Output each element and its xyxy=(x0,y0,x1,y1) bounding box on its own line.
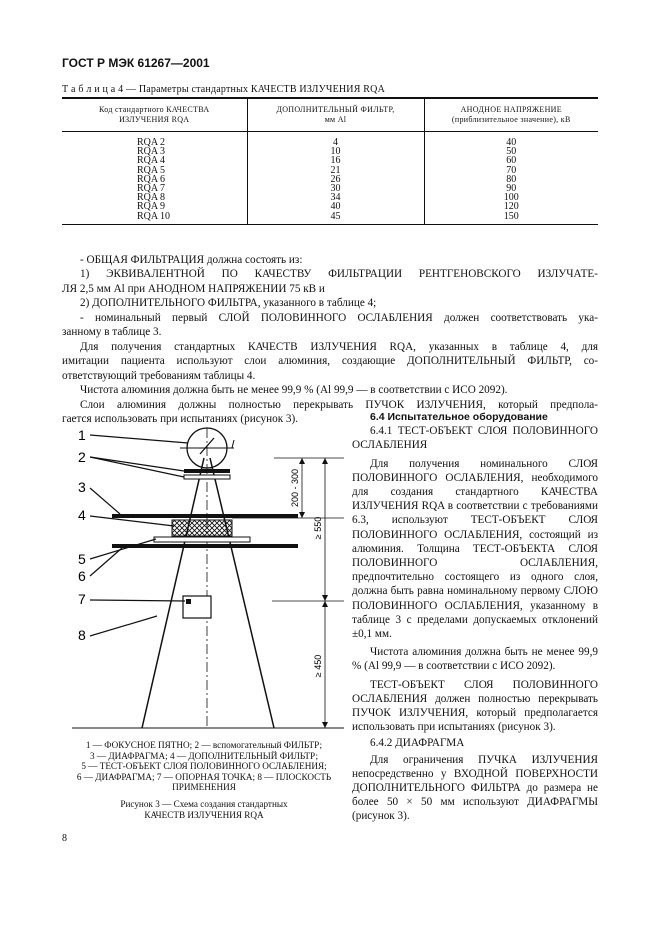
label-5: 5 xyxy=(78,551,86,567)
paragraph-diaphragm: Для ограничения ПУЧКА ИЗЛУЧЕНИЯ непосредственно у ВХОДНОЙ ПОВЕРХНОСТИ ДОПОЛНИТЕЛЬНОГО ФИЛЬТРА до размера не более 50 × 50 мм используют ДИАФРАГМЫ (рисунок 3). xyxy=(352,753,598,823)
cell-code: RQA 5 xyxy=(137,164,166,176)
col-header-voltage: АНОДНОЕ НАПРЯЖЕНИЕ (приблизительное значение), кВ xyxy=(424,98,598,132)
right-column xyxy=(352,410,598,824)
cell-code: RQA 6 xyxy=(137,173,166,185)
text-line: ответствующий требованиям таблицы 4. xyxy=(62,369,256,382)
aux-filter-bar-2 xyxy=(184,475,230,479)
figure-3-diagram xyxy=(62,418,347,730)
text-line: 1) ЭКВИВАЛЕНТНОЙ ПО КАЧЕСТВУ ФИЛЬТРАЦИИ РЕНТГЕНОВСКОГО ИЗЛУЧАТЕ- xyxy=(80,268,598,281)
text-line: - номинальный первый СЛОЙ ПОЛОВИННОГО ОСЛАБЛЕНИЯ должен соответствовать ука- xyxy=(80,311,598,324)
legend-line: 3 — ДИАФРАГМА; 4 — ДОПОЛНИТЕЛЬНЫЙ ФИЛЬТР; xyxy=(89,750,319,761)
cell-filter: 10 xyxy=(247,147,424,156)
text-line: Слои алюминия должны полностью перекрывать ПУЧОК ИЗЛУЧЕНИЯ, который предпола- xyxy=(80,398,598,411)
label-6: 6 xyxy=(78,568,86,584)
page-number: 8 xyxy=(62,833,67,844)
cell-voltage: 100 xyxy=(424,193,598,202)
cell-code: RQA 4 xyxy=(137,155,166,167)
legend-line: ПРИМЕНЕНИЯ xyxy=(172,782,236,792)
label-7: 7 xyxy=(78,591,86,607)
cell-filter: 45 xyxy=(247,212,424,225)
table-row xyxy=(62,132,598,148)
cell-code: RQA 3 xyxy=(137,146,166,158)
caption-line: Рисунок 3 — Схема создания стандартных xyxy=(120,799,288,809)
cell-filter: 30 xyxy=(247,184,424,193)
section-heading-6-4-1: 6.4.1 ТЕСТ-ОБЪЕКТ СЛОЯ ПОЛОВИННОГО ОСЛАБЛЕНИЯ xyxy=(352,425,598,452)
text-line: ЛЯ 2,5 мм Al при АНОДНОМ НАПРЯЖЕНИИ 75 кВ и xyxy=(62,282,325,295)
cell-voltage: 150 xyxy=(424,212,598,225)
caption-line: КАЧЕСТВ ИЗЛУЧЕНИЯ RQA xyxy=(144,809,264,820)
paragraph-hvl-object: Для получения номинального СЛОЯ ПОЛОВИННОГО ОСЛАБЛЕНИЯ, необходимого для создания стандартного КАЧЕСТВА ИЗЛУЧЕНИЯ RQA в соответствии с требованиями 6.3, используют ТЕСТ-ОБЪЕКТ СЛОЯ ПОЛОВИННОГО ОСЛАБЛЕНИЯ, состоящий из алюминия. Толщина ТЕСТ-ОБЪЕКТА СЛОЯ ПОЛОВИННОГО ОСЛАБЛЕНИЯ, предпочтительно состоящего из одного слоя, должна быть равна номинальному первому СЛОЮ ПОЛОВИННОГО ОСЛАБЛЕНИЯ, указанному в таблице 3 с пределами допускаемых отклонений ±0,1 мм. xyxy=(352,457,598,641)
label-4: 4 xyxy=(78,507,86,523)
cell-code: RQA 10 xyxy=(137,210,171,222)
legend-line: 6 — ДИАФРАГМА; 7 — ОПОРНАЯ ТОЧКА; 8 — ПЛОСКОСТЬ xyxy=(76,771,332,782)
figure-legend xyxy=(62,740,346,793)
cell-voltage: 90 xyxy=(424,184,598,193)
focal-tick xyxy=(232,440,234,448)
cell-voltage: 80 xyxy=(424,175,598,184)
label-8: 8 xyxy=(78,627,86,643)
text-line: Для получения стандартных КАЧЕСТВ ИЗЛУЧЕНИЯ RQA, указанных в таблице 4, для xyxy=(80,341,598,353)
legend-line: 5 — ТЕСТ-ОБЪЕКТ СЛОЯ ПОЛОВИННОГО ОСЛАБЛЕНИЯ; xyxy=(81,761,327,771)
cell-voltage: 50 xyxy=(424,147,598,156)
cell-filter: 16 xyxy=(247,156,424,165)
beam-edge-left xyxy=(142,458,204,728)
additional-filter-4 xyxy=(172,520,232,536)
paragraph-purity: Чистота алюминия должна быть не менее 99,9 % (Al 99,9 — в соответствии с ИСО 2092). xyxy=(352,646,598,673)
cell-voltage: 120 xyxy=(424,202,598,211)
text-line: 2) ДОПОЛНИТЕЛЬНОГО ФИЛЬТРА, указанного в таблице 4; xyxy=(80,297,377,310)
col-header-code: Код стандартного КАЧЕСТВА ИЗЛУЧЕНИЯ RQA xyxy=(62,98,247,132)
cell-voltage: 60 xyxy=(424,156,598,165)
cell-code: RQA 8 xyxy=(137,192,166,204)
legend-line: 1 — ФОКУСНОЕ ПЯТНО; 2 — вспомогательный ФИЛЬТР; xyxy=(85,740,323,750)
section-heading-6-4-2: 6.4.2 ДИАФРАГМА xyxy=(370,737,465,750)
reference-marker xyxy=(186,599,191,604)
rqa-table xyxy=(62,97,598,225)
text-line: имитации пациента используют слои алюминия, создающие ДОПОЛНИТЕЛЬНЫЙ ФИЛЬТР, со- xyxy=(62,355,598,368)
aux-filter-bar-1 xyxy=(184,469,230,473)
diaphragm-6 xyxy=(112,544,298,548)
cell-filter: 34 xyxy=(247,193,424,202)
text-line: Чистота алюминия должна быть не менее 99,9 % (Al 99,9 — в соответствии с ИСО 2092). xyxy=(80,384,508,397)
cell-code: RQA 7 xyxy=(137,183,166,195)
dim-text-3: ≥ 450 xyxy=(313,654,323,678)
table-caption: Т а б л и ц а 4 — Параметры стандартных КАЧЕСТВ ИЗЛУЧЕНИЯ RQA xyxy=(62,84,386,95)
table-row xyxy=(62,212,598,225)
cell-filter: 4 xyxy=(247,132,424,148)
cell-filter: 21 xyxy=(247,166,424,175)
callout-labels xyxy=(78,427,86,643)
dim-text-2: ≥ 550 xyxy=(313,516,323,540)
cell-voltage: 70 xyxy=(424,166,598,175)
dim-text-1: 200 - 300 xyxy=(290,468,300,508)
cell-voltage: 40 xyxy=(424,132,598,148)
beam-edge-right xyxy=(210,458,274,728)
figure-caption xyxy=(62,799,346,820)
section-heading-6-4: 6.4 Испытательное оборудование xyxy=(370,411,548,423)
paragraph-coverage: ТЕСТ-ОБЪЕКТ СЛОЯ ПОЛОВИННОГО ОСЛАБЛЕНИЯ должен полностью перекрывать ПУЧОК ИЗЛУЧЕНИЯ, который предполагается использовать при испытаниях (рисунок 3). xyxy=(352,678,598,734)
document-header: ГОСТ Р МЭК 61267—2001 xyxy=(62,56,210,70)
text-line: - ОБЩАЯ ФИЛЬТРАЦИЯ должна состоять из: xyxy=(80,254,303,266)
table-header-row xyxy=(62,98,598,132)
cell-code: RQA 9 xyxy=(137,201,166,213)
label-2: 2 xyxy=(78,449,86,465)
cell-code: RQA 2 xyxy=(137,137,166,148)
cell-filter: 26 xyxy=(247,175,424,184)
col-header-filter: ДОПОЛНИТЕЛЬНЫЙ ФИЛЬТР, мм Al xyxy=(247,98,424,132)
label-1: 1 xyxy=(78,427,86,443)
test-object-5 xyxy=(154,537,250,542)
cell-filter: 40 xyxy=(247,202,424,211)
text-line: занному в таблице 3. xyxy=(62,326,162,339)
text-line: гается использовать при испытаниях (рисунок 3). xyxy=(62,413,299,426)
label-3: 3 xyxy=(78,479,86,495)
body-block-1 xyxy=(62,253,598,339)
diaphragm-3 xyxy=(112,514,298,518)
